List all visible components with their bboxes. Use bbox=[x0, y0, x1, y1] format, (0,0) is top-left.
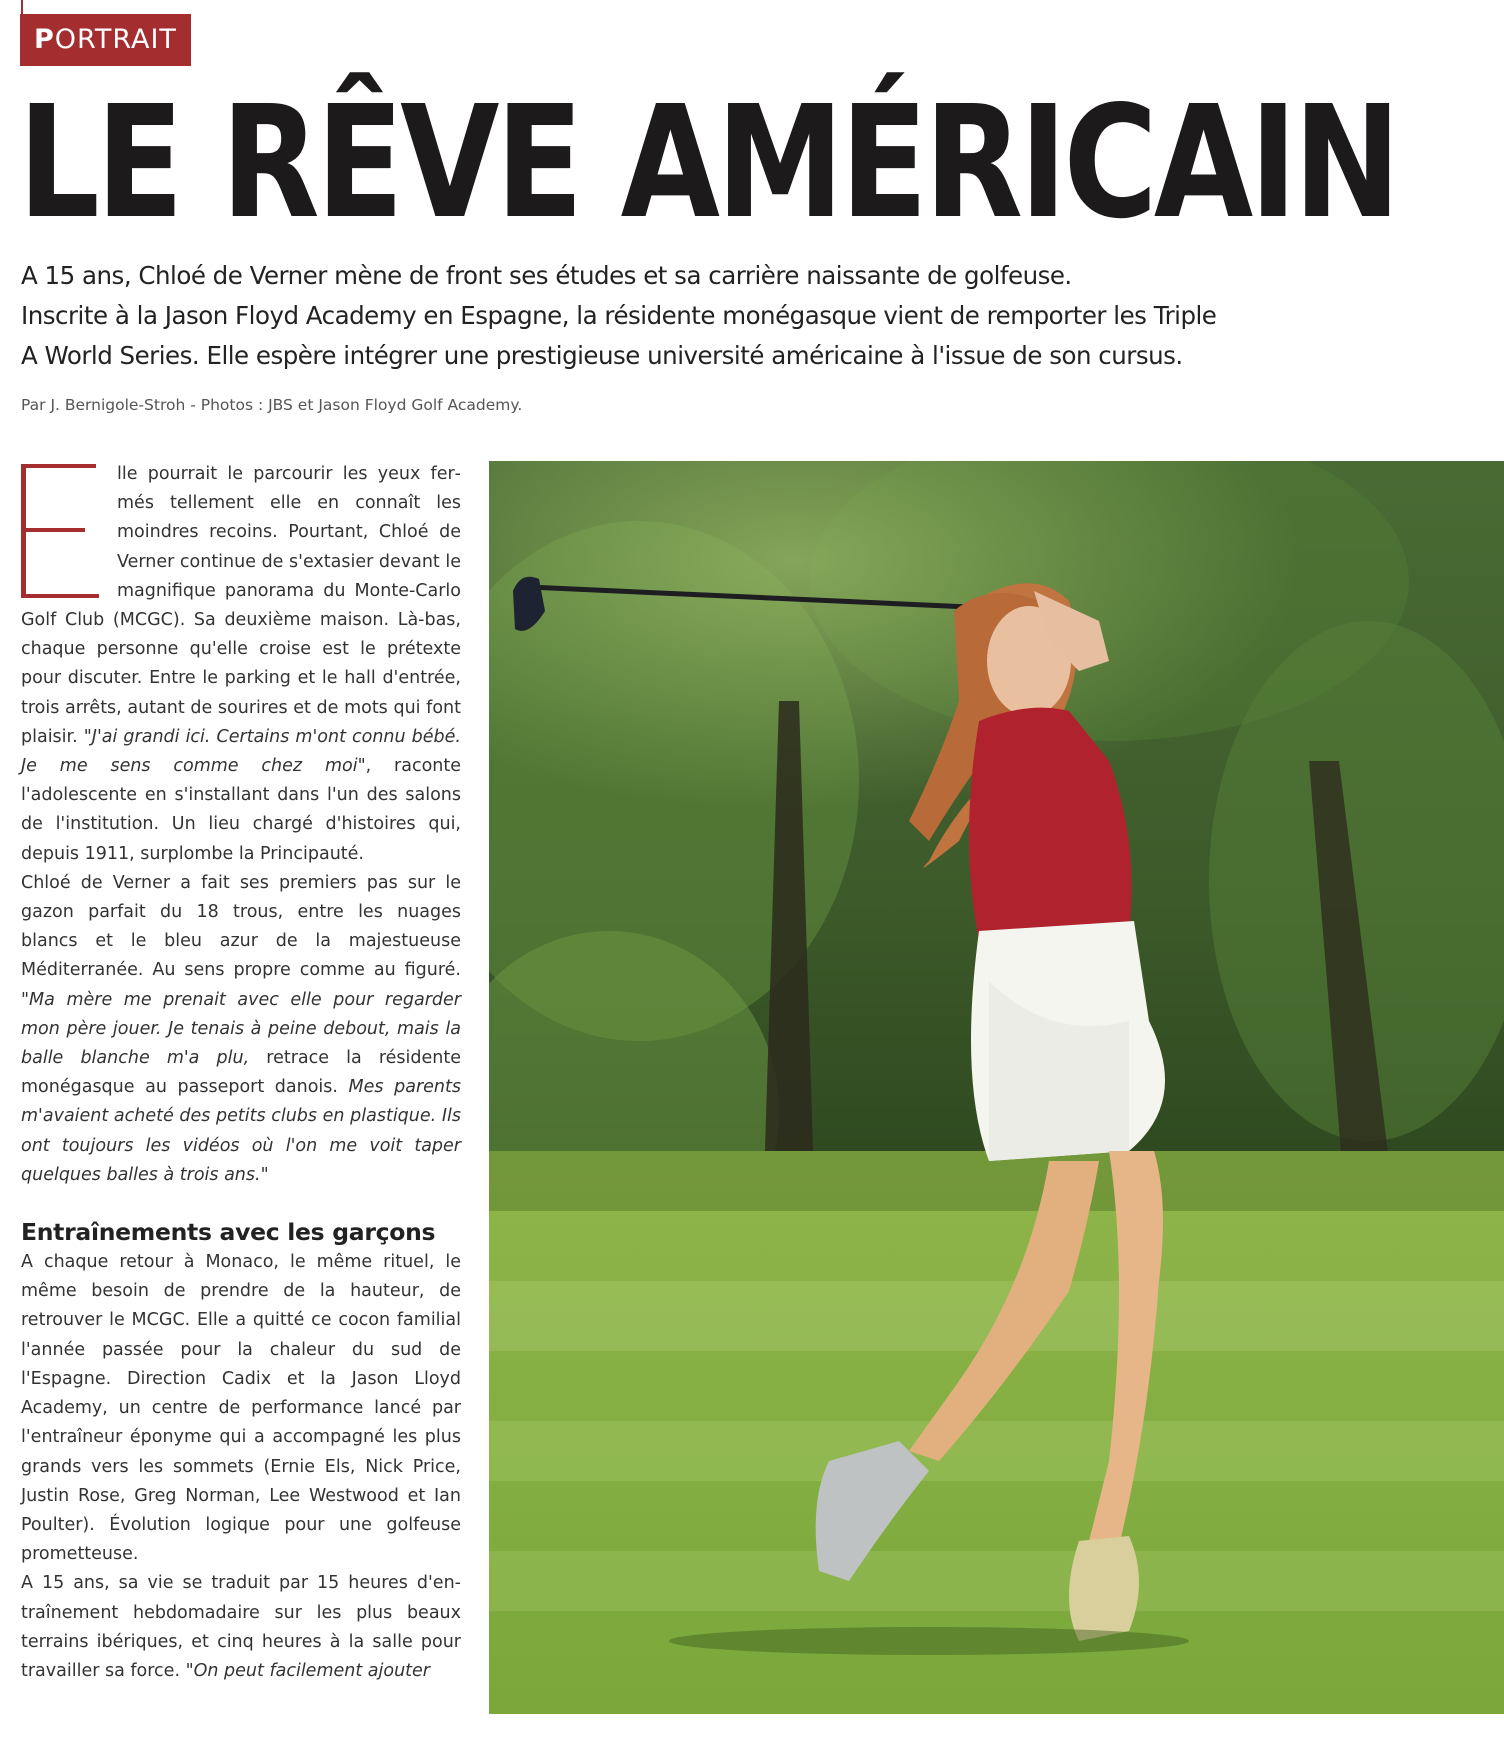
quote: Mes parents m'avaient acheté des petits clubs en plastique. Ils ont toujours les vidéos où l'on me voit taper quelques balles à trois ans." bbox=[21, 1077, 461, 1185]
quote: "J'ai grandi ici. Certains m'ont connu bébé. Je me sens comme chez moi" bbox=[21, 726, 461, 777]
section-subhead: Entraînements avec les garçons bbox=[21, 1218, 436, 1247]
article-lead bbox=[21, 256, 1461, 376]
paragraph: A chaque retour à Monaco, le même rituel, le même besoin de prendre de la hauteur, de retrouver le MCGC. Elle a quitté ce cocon familial l'année passée pour la chaleur du sud de l'Espagne. Direction Cadix et la Jason Lloyd Academy, un centre de performance lancé par l'entraîneur éponyme qui a accompagné les plus grands vers les sommets (Ernie Els, Nick Price, Justin Rose, Greg Norman, Lee Westwood et Ian Poulter). Évolution logique pour une golfeuse prometteuse. bbox=[21, 1252, 461, 1565]
lead-line: A 15 ans, Chloé de Verner mène de front ses études et sa carrière naissante de golfeuse. bbox=[21, 261, 1072, 290]
lead-line: Inscrite à la Jason Floyd Academy en Espagne, la résidente monégasque vient de remporter les Triple bbox=[21, 301, 1217, 330]
dropcap bbox=[21, 464, 99, 598]
rubric-rest: ORTRAIT bbox=[54, 24, 177, 55]
paragraph: Chloé de Verner a fait ses premiers pas sur le gazon parfait du 18 trous, entre les nuages blancs et le bleu azur de la majestueuse Méditerranée. Au sens propre comme au figuré. "Ma mère me prenait avec elle pour regarder mon père jouer. Je tenais à peine debout, mais la balle blanche m'a plu, retrace la résidente monégasque au passeport danois. Mes parents m'avaient acheté des petits clubs en plastique. Ils ont toujours les vidéos où l'on me voit taper quelques balles à trois ans." bbox=[21, 872, 461, 1185]
rubric-label bbox=[20, 14, 191, 66]
golfer-photo-illustration bbox=[489, 461, 1504, 1714]
paragraph: lle pourrait le parcourir les yeux fermés tellement elle en connaît les moindres recoins. Pourtant, Chloé de Verner continue de s'extasier devant le magnifique panorama du Monte-Carlo Golf Club (MCGC). Sa deuxième maison. Là-bas, chaque personne qu'elle croise est le prétexte pour discuter. Entre le parking et le hall d'entrée, trois arrêts, autant de sourires et de mots qui font plaisir. "J'ai grandi ici. Certains m'ont connu bébé. Je me sens comme chez moi", raconte l'adolescente en s'installant dans l'un des salons de l'institution. Un lieu chargé d'histoires qui, depuis 1911, surplombe la Principauté. bbox=[21, 464, 462, 864]
rubric-first-letter: P bbox=[34, 24, 55, 55]
rubric-rule bbox=[21, 0, 23, 14]
dropcap-e-glyph bbox=[21, 464, 99, 598]
quote: "Ma mère me prenait avec elle pour regarder mon père jouer. Je tenais à peine debout, mais la balle blanche m'a plu, bbox=[21, 989, 461, 1069]
golfer-photo bbox=[489, 461, 1504, 1714]
quote: "On peut facilement ajouter bbox=[185, 1660, 430, 1681]
lead-line: A World Series. Elle espère intégrer une prestigieuse université américaine à l'issue de son cursus. bbox=[21, 341, 1183, 370]
article-title: LE RÊVE AMÉRICAIN bbox=[18, 72, 1398, 253]
byline: Par J. Bernigole-Stroh - Photos : JBS et Jason Floyd Golf Academy. bbox=[21, 396, 523, 414]
article-body bbox=[21, 460, 461, 1686]
paragraph: A 15 ans, sa vie se traduit par 15 heures d'entraînement hebdomadaire sur les plus beaux terrains ibériques, et cinq heures à la salle pour travailler sa force. "On peut facilement ajouter bbox=[21, 1573, 461, 1681]
